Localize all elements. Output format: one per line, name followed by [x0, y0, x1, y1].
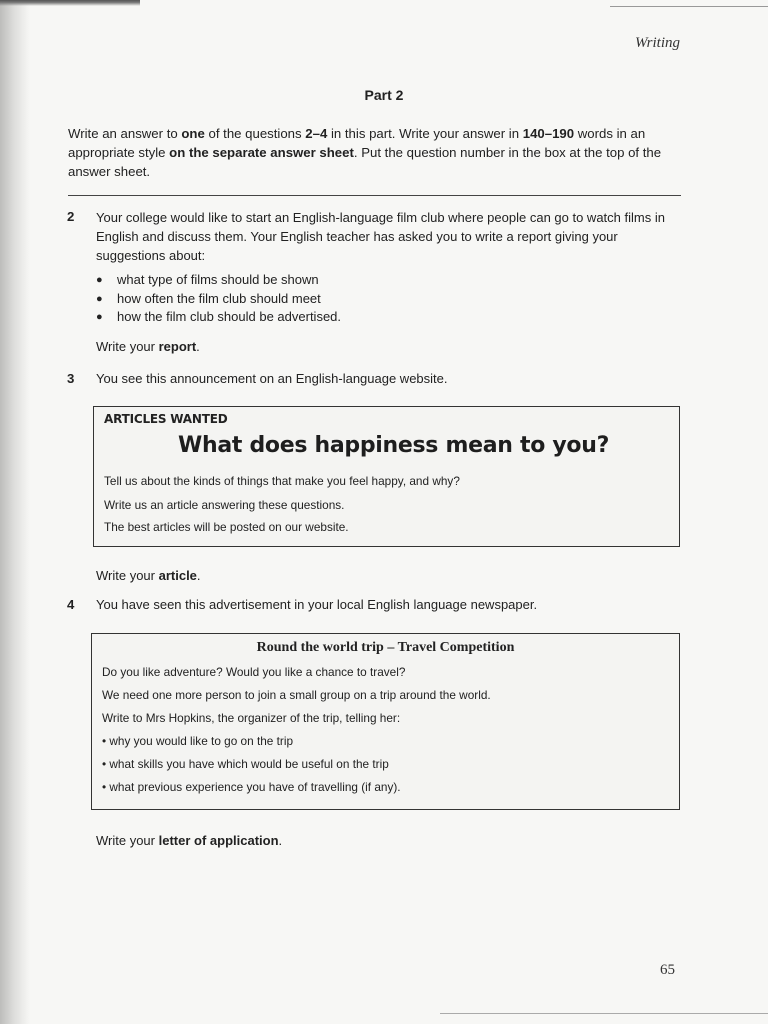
bullet-text: what type of films should be shown: [117, 272, 319, 287]
page-top-edge: [0, 0, 140, 6]
task-type: report: [158, 339, 197, 354]
running-header: Writing: [634, 35, 680, 51]
bullet-icon: ●: [96, 274, 103, 286]
bullet-text: how the film club should be advertised.: [117, 309, 342, 324]
instructions-bold: on the separate answer sheet: [169, 145, 354, 160]
task-type: article: [158, 568, 197, 583]
question-4-text: You have seen this advertisement in your local English language newspaper.: [96, 597, 538, 612]
box-line: Write to Mrs Hopkins, the organizer of the trip, telling her:: [102, 711, 401, 725]
instructions-text: in this part. Write your answer in: [327, 126, 523, 141]
question-2-number: 2: [67, 209, 75, 224]
box-line: • why you would like to go on the trip: [102, 734, 294, 748]
articles-wanted-box: [93, 406, 680, 547]
task-prefix: Write your: [96, 339, 159, 354]
question-3-task: [96, 568, 201, 583]
question-2-task: [96, 339, 200, 354]
box-line: • what previous experience you have of travelling (if any).: [102, 780, 401, 794]
instructions: [68, 124, 688, 181]
box-line: Tell us about the kinds of things that make you feel happy, and why?: [104, 474, 460, 488]
question-4-number: 4: [67, 597, 75, 612]
bullet-icon: ●: [96, 292, 103, 305]
instructions-bold: one: [181, 126, 205, 141]
task-type: letter of application: [158, 833, 279, 848]
task-suffix: .: [278, 833, 283, 848]
instructions-bold: 2–4: [305, 126, 328, 141]
instructions-text: Write an answer to: [68, 126, 182, 141]
box-label: ARTICLES WANTED: [104, 412, 228, 426]
part-title: Part 2: [364, 87, 404, 103]
bullet-item: [96, 290, 656, 309]
book-spine-shadow: [0, 0, 30, 1024]
instructions-text: of the questions: [204, 126, 306, 141]
box-line: The best articles will be posted on our website.: [104, 520, 349, 534]
page-number: 65: [660, 962, 675, 978]
task-suffix: .: [196, 339, 200, 354]
instructions-text: words in an appropriate style: [68, 126, 646, 160]
box-line: • what skills you have which would be useful on the trip: [102, 757, 389, 771]
question-2-bullets: [96, 271, 656, 327]
section-divider: [68, 195, 681, 196]
bullet-item: [96, 308, 656, 327]
box-line: Write us an article answering these questions.: [104, 498, 345, 512]
instructions-bold: 140–190: [522, 126, 575, 141]
box-line: We need one more person to join a small group on a trip around the world.: [102, 688, 491, 702]
bullet-item: [96, 271, 656, 290]
question-3-text: You see this announcement on an English-language website.: [96, 371, 448, 386]
task-prefix: Write your: [96, 833, 159, 848]
question-4-task: [96, 833, 282, 848]
top-rule: [610, 6, 768, 7]
task-suffix: .: [196, 568, 201, 583]
box-headline: What does happiness mean to you?: [178, 433, 610, 458]
box-line: Do you like adventure? Would you like a chance to travel?: [102, 665, 406, 679]
box-title: Round the world trip – Travel Competition: [256, 640, 515, 655]
bottom-rule: [440, 1013, 768, 1014]
travel-competition-box: [91, 633, 680, 810]
bullet-text: how often the film club should meet: [117, 290, 321, 306]
question-2-text: Your college would like to start an English-language film club where people can go to watch films in English and discuss them. Your English teacher has asked you to write a report giving your suggestions about:: [96, 210, 665, 263]
instructions-text: . Put the question number in the box at the top of the answer sheet.: [68, 145, 662, 179]
question-3-number: 3: [67, 371, 75, 386]
bullet-icon: ●: [96, 311, 103, 323]
task-prefix: Write your: [96, 568, 159, 583]
